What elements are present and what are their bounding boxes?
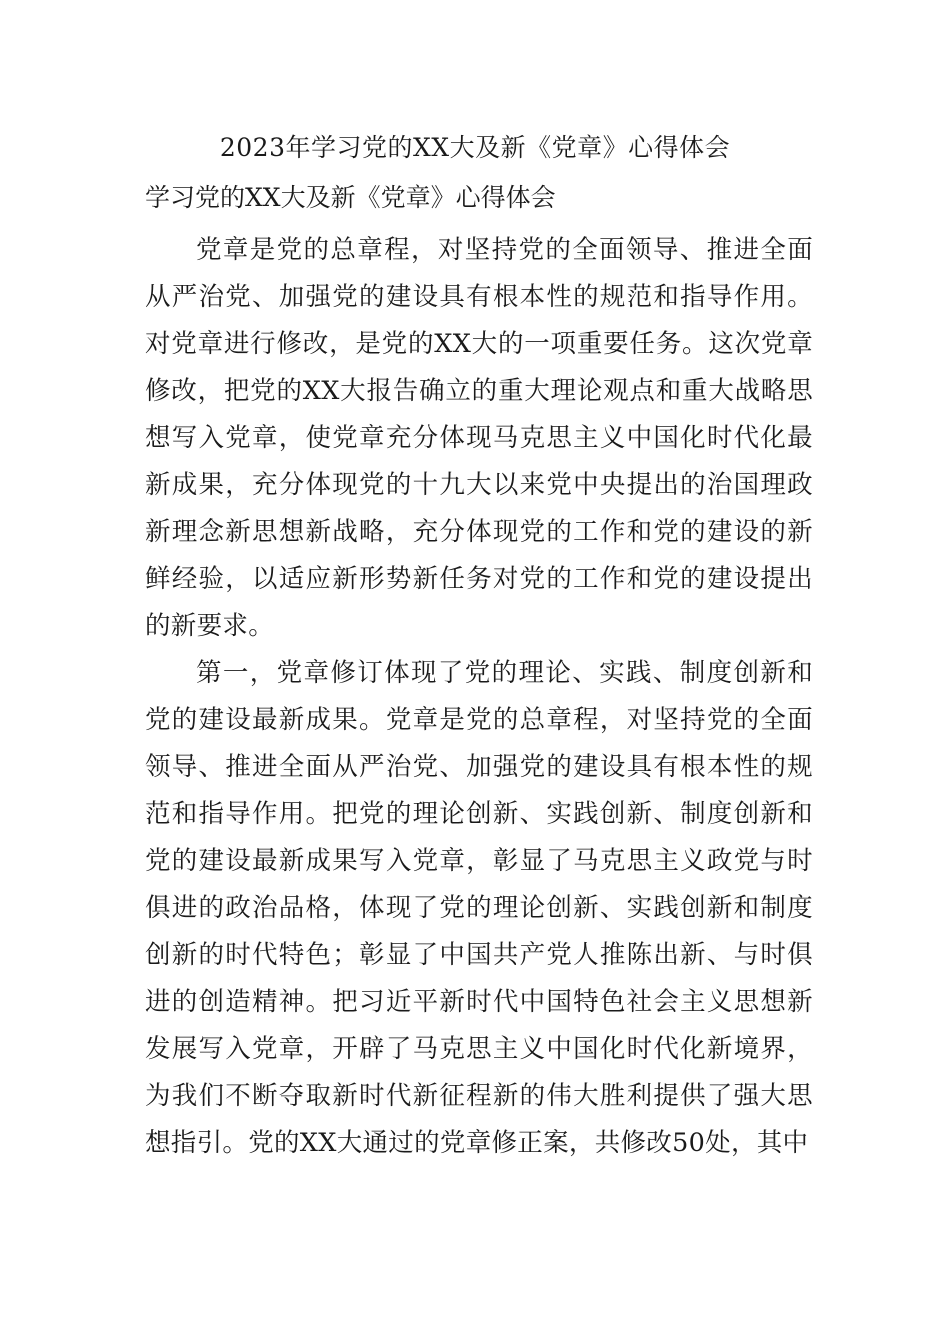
document-subtitle: 学习党的XX大及新《党章》心得体会 (145, 183, 556, 212)
document-body (145, 227, 813, 1167)
paragraph-intro: 党章是党的总章程，对坚持党的全面领导、推进全面从严治党、加强党的建设具有根本性的规范和指导作用。对党章进行修改，是党的XX大的一项重要任务。这次党章修改，把党的XX大报告确立的重大理论观点和重大战略思想写入党章，使党章充分体现马克思主义中国化时代化最新成果，充分体现党的十九大以来党中央提出的治国理政新理念新思想新战略，充分体现党的工作和党的建设的新鲜经验，以适应新形势新任务对党的工作和党的建设提出的新要求。 (145, 235, 813, 641)
document-title: 2023年学习党的XX大及新《党章》心得体会 (219, 133, 731, 162)
paragraph-first-point: 第一，党章修订体现了党的理论、实践、制度创新和党的建设最新成果。党章是党的总章程，对坚持党的全面领导、推进全面从严治党、加强党的建设具有根本性的规范和指导作用。把党的理论创新、实践创新、制度创新和党的建设最新成果写入党章，彰显了马克思主义政党与时俱进的政治品格，体现了党的理论创新、实践创新和制度创新的时代特色；彰显了中国共产党人推陈出新、与时俱进的创造精神。把习近平新时代中国特色社会主义思想新发展写入党章，开辟了马克思主义中国化时代化新境界，为我们不断夺取新时代新征程新的伟大胜利提供了强大思想指引。党的XX大通过的党章修正案，共修改50处，其中 (145, 658, 813, 1158)
